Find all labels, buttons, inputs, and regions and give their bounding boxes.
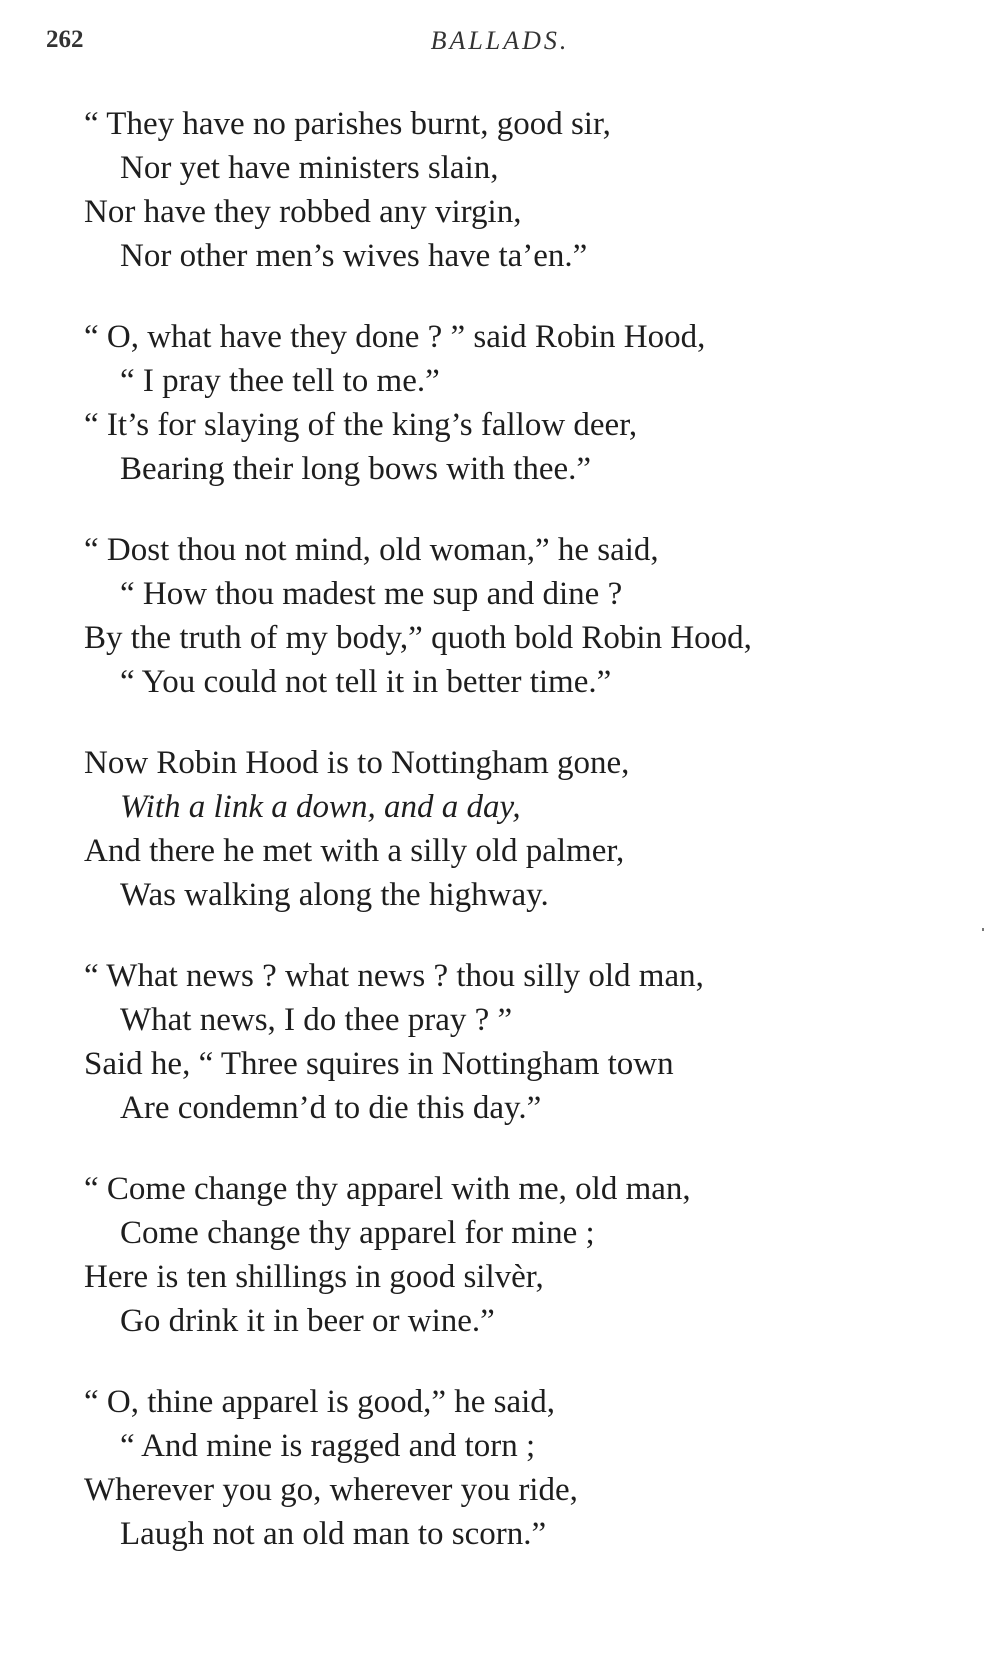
verse-line: Said he, “ Three squires in Nottingham town xyxy=(84,1046,674,1082)
ballad-text xyxy=(84,102,964,1593)
stanza-3 xyxy=(84,528,964,704)
stanza-5 xyxy=(84,954,964,1130)
running-title: BALLADS. xyxy=(430,26,570,55)
verse-line: Come change thy apparel for mine ; xyxy=(120,1215,595,1251)
verse-line: Bearing their long bows with thee.” xyxy=(120,451,592,487)
verse-line: By the truth of my body,” quoth bold Robin Hood, xyxy=(84,620,752,656)
verse-line: What news, I do thee pray ? ” xyxy=(120,1002,513,1038)
verse-line: And there he met with a silly old palmer, xyxy=(84,833,625,869)
verse-line: “ O, thine apparel is good,” he said, xyxy=(84,1384,556,1420)
verse-line: “ How thou madest me sup and dine ? xyxy=(120,576,623,612)
stanza-1 xyxy=(84,102,964,278)
verse-line: Are condemn’d to die this day.” xyxy=(120,1090,542,1126)
verse-line: Now Robin Hood is to Nottingham gone, xyxy=(84,745,630,781)
verse-line: Here is ten shillings in good silvèr, xyxy=(84,1259,544,1295)
verse-line: “ What news ? what news ? thou silly old man, xyxy=(84,958,704,994)
page-number: 262 xyxy=(46,26,84,53)
verse-line: Nor other men’s wives have ta’en.” xyxy=(120,238,588,274)
verse-line: Nor yet have ministers slain, xyxy=(120,150,499,186)
verse-line: “ And mine is ragged and torn ; xyxy=(120,1428,536,1464)
verse-line: “ You could not tell it in better time.” xyxy=(120,664,612,700)
ink-speck xyxy=(982,928,984,931)
verse-line: “ It’s for slaying of the king’s fallow deer, xyxy=(84,407,638,443)
stanza-7 xyxy=(84,1380,964,1556)
verse-line: “ Come change thy apparel with me, old man, xyxy=(84,1171,691,1207)
verse-line: “ I pray thee tell to me.” xyxy=(120,363,440,399)
stanza-6 xyxy=(84,1167,964,1343)
verse-line: Go drink it in beer or wine.” xyxy=(120,1303,495,1339)
verse-line: Nor have they robbed any virgin, xyxy=(84,194,522,230)
verse-line: “ They have no parishes burnt, good sir, xyxy=(84,106,611,142)
verse-line: “ O, what have they done ? ” said Robin Hood, xyxy=(84,319,706,355)
verse-line: Was walking along the highway. xyxy=(120,877,549,913)
verse-line: Laugh not an old man to scorn.” xyxy=(120,1516,547,1552)
verse-line: Wherever you go, wherever you ride, xyxy=(84,1472,578,1508)
verse-line: “ Dost thou not mind, old woman,” he said, xyxy=(84,532,659,568)
page-header xyxy=(0,26,1000,66)
refrain-line: With a link a down, and a day, xyxy=(120,789,521,825)
stanza-4 xyxy=(84,741,964,917)
stanza-2 xyxy=(84,315,964,491)
